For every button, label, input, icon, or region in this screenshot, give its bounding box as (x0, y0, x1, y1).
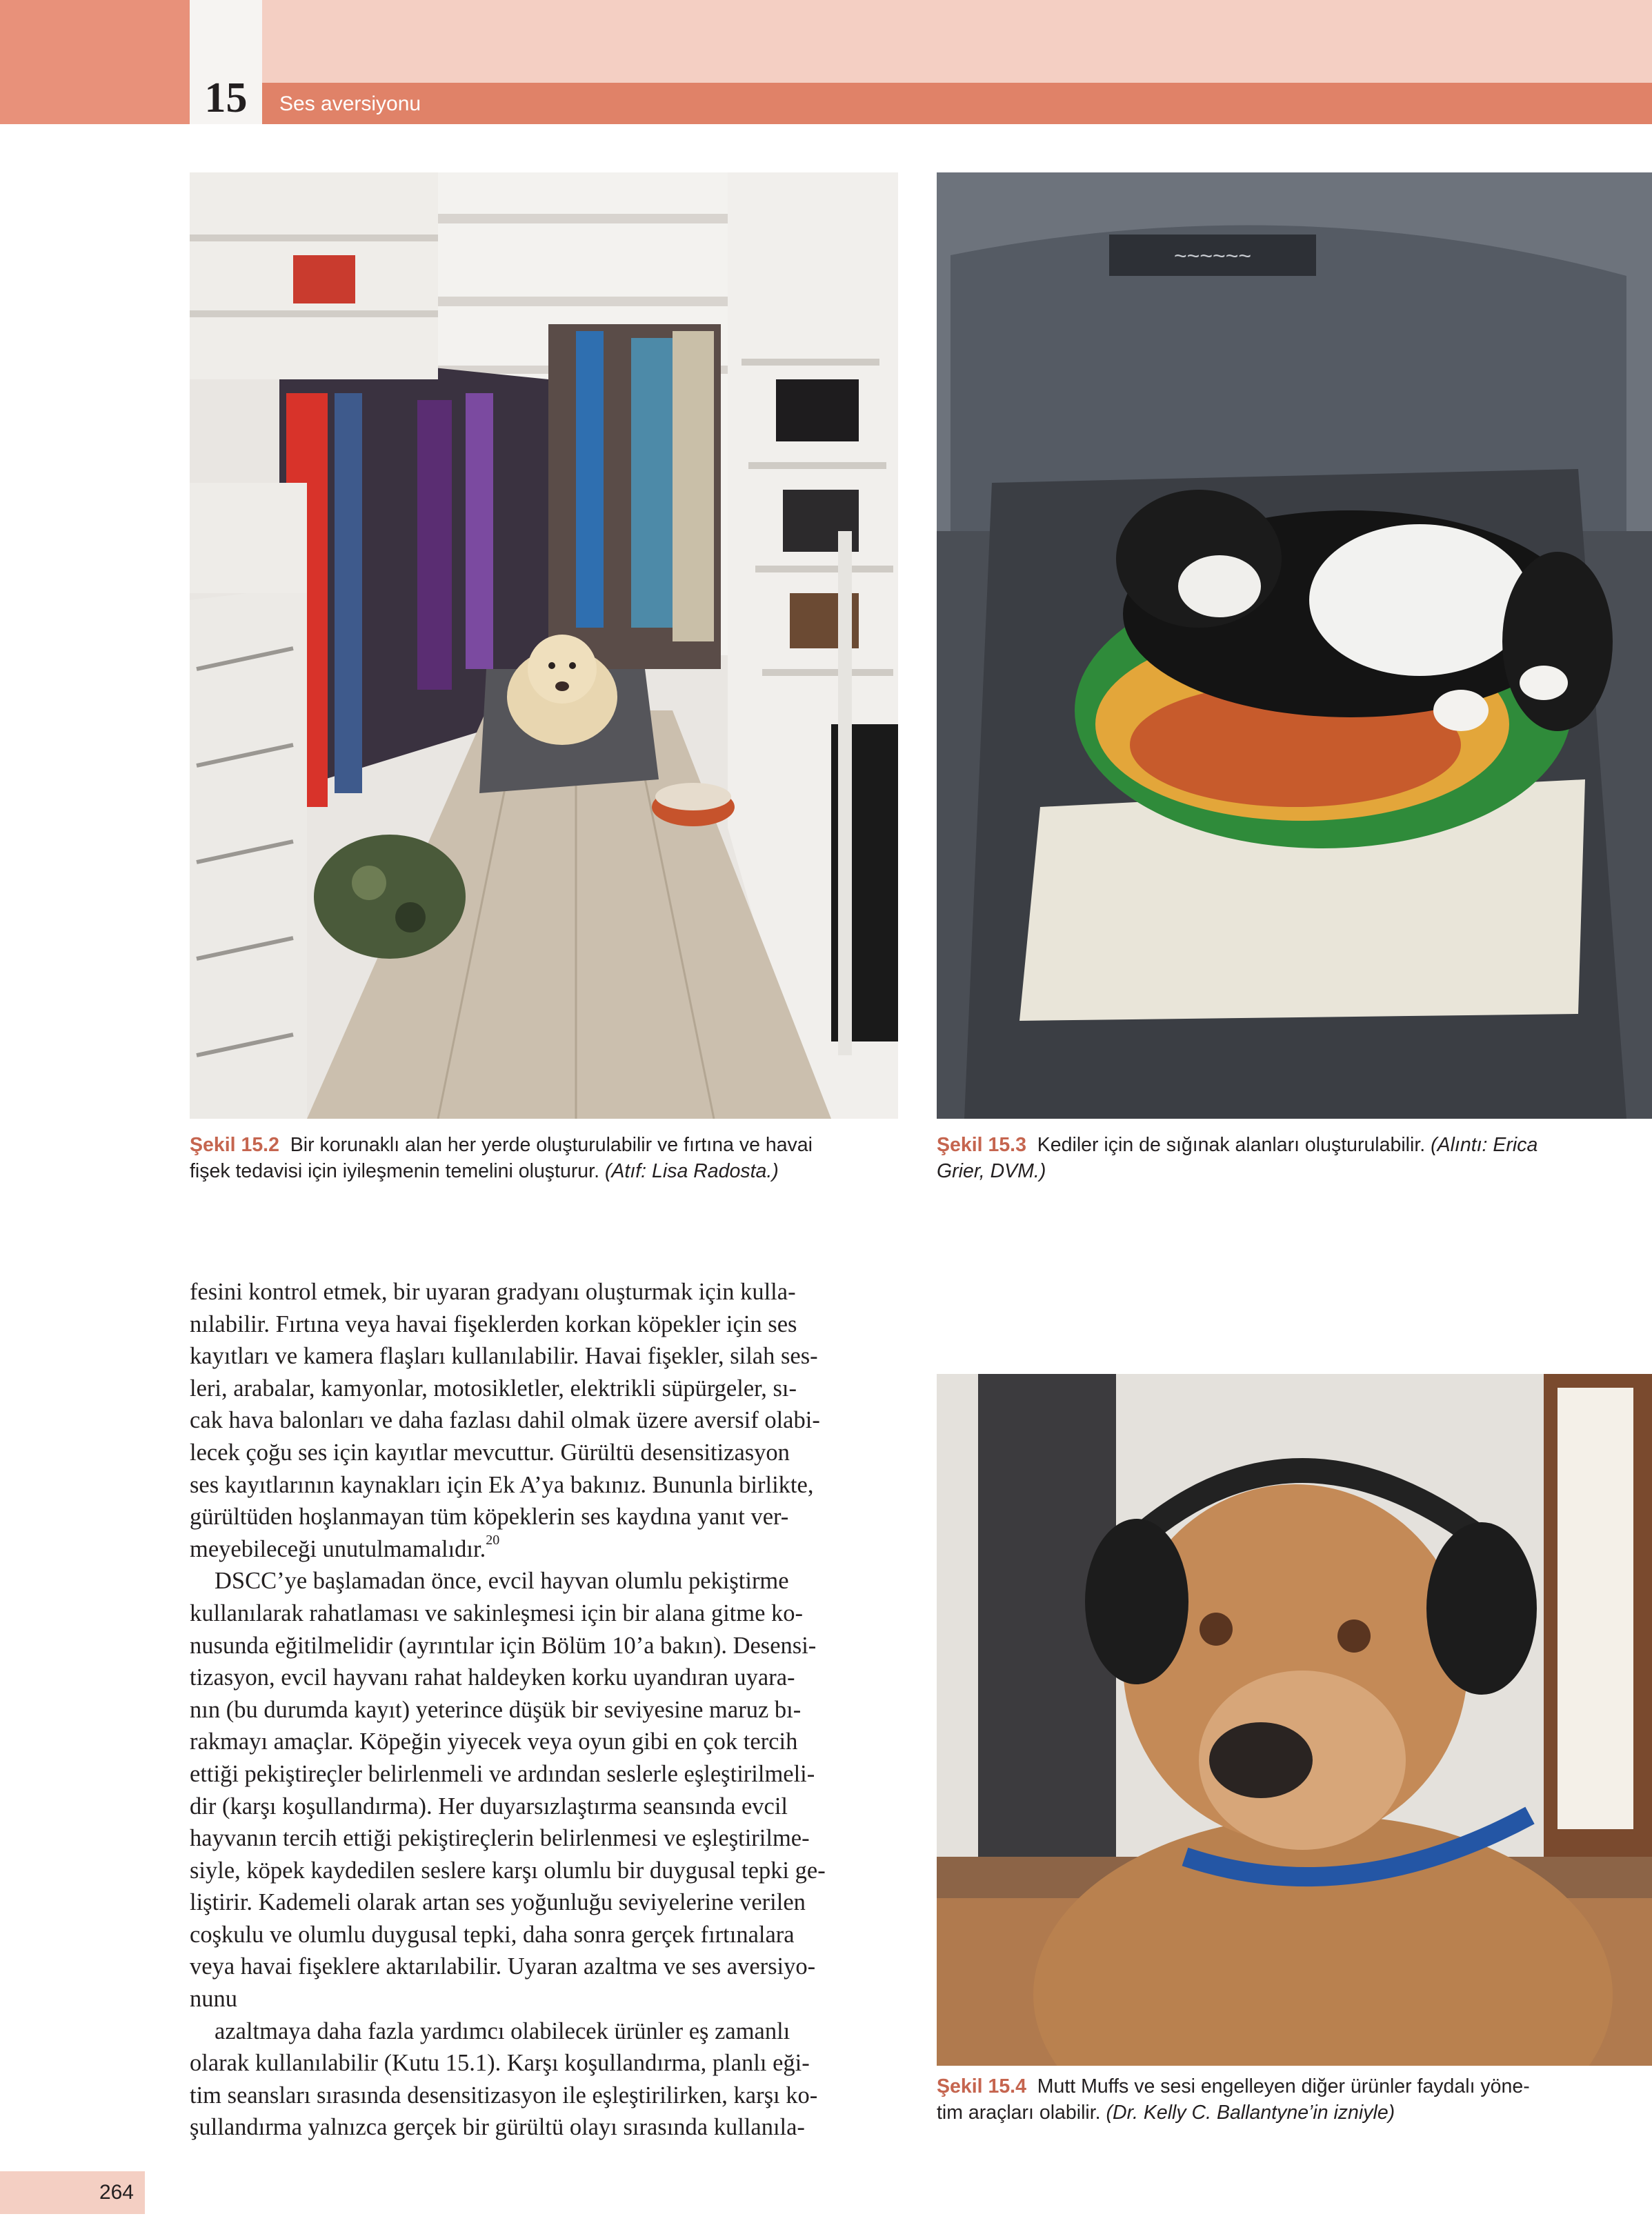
body-line: hayvanın tercih ettiği pekiştireçlerin belirlenmesi ve eşleştirilme- (190, 1825, 810, 1852)
figure-15-4-photo (937, 1374, 1652, 2066)
header-notch (190, 0, 262, 83)
svg-text:~~~~~~: ~~~~~~ (1173, 243, 1252, 268)
caption-credit: Grier, DVM.) (937, 1160, 1046, 1182)
figure-15-4-caption (937, 2073, 1652, 2126)
body-line: nusunda eğitilmelidir (ayrıntılar için Bölüm 10’a bakın). Desensi- (190, 1632, 817, 1659)
caption-text: Kediler için de sığınak alanları oluşturulabilir. (1037, 1134, 1426, 1156)
body-line: nın (bu durumda kayıt) yeterince düşük bir seviyesine maruz bı- (190, 1696, 802, 1723)
chapter-title: Ses aversiyonu (279, 92, 421, 115)
body-line: ses kayıtlarının kaynakları için Ek A’ya bakınız. Bununla birlikte, (190, 1471, 814, 1498)
figure-label: Şekil 15.3 (937, 1134, 1026, 1156)
caption-text: fişek tedavisi için iyileşmenin temelini oluşturur. (190, 1160, 599, 1182)
caption-credit: (Alıntı: Erica (1431, 1134, 1538, 1156)
body-line: nunu (190, 1986, 237, 2013)
figure-label: Şekil 15.2 (190, 1134, 279, 1156)
chapter-number: 15 (190, 72, 262, 124)
body-line: kayıtları ve kamera flaşları kullanılabilir. Havai fişekler, silah ses- (190, 1343, 818, 1370)
caption-credit: (Atıf: Lisa Radosta.) (604, 1160, 779, 1182)
body-line: liştirir. Kademeli olarak artan ses yoğunluğu seviyelerine verilen (190, 1889, 806, 1916)
body-line: lecek çoğu ses için kayıtlar mevcuttur. Gürültü desensitizasyon (190, 1439, 790, 1466)
body-line: leri, arabalar, kamyonlar, motosikletler, elektrikli süpürgeler, sı- (190, 1375, 797, 1402)
body-line: cak hava balonları ve daha fazlası dahil olmak üzere aversif olabi- (190, 1407, 820, 1434)
header-left-block (0, 0, 190, 124)
page-number: 264 (0, 2171, 145, 2214)
body-line: veya havai fişeklere aktarılabilir. Uyaran azaltma ve ses aversiyo- (190, 1953, 816, 1980)
caption-text: Mutt Muffs ve sesi engelleyen diğer ürünler faydalı yöne- (1037, 2075, 1530, 2097)
body-text (190, 1276, 899, 2144)
body-line-text: meyebileceği unutulmamalıdır. (190, 1535, 486, 1562)
figure-label: Şekil 15.4 (937, 2075, 1026, 2097)
body-line: tim seansları sırasında desensitizasyon ile eşleştirilirken, karşı ko- (190, 2082, 818, 2109)
body-line: ettiği pekiştireçler belirlenmeli ve ardından seslerle eşleştirilmeli- (190, 1760, 815, 1787)
body-line: DSCC’ye başlamadan önce, evcil hayvan olumlu pekiştirme (215, 1568, 789, 1595)
body-line: coşkulu ve olumlu duygusal tepki, daha sonra gerçek fırtınalara (190, 1921, 795, 1948)
body-line: fesini kontrol etmek, bir uyaran gradyanı oluşturmak için kulla- (190, 1279, 796, 1305)
caption-text: Bir korunaklı alan her yerde oluşturulabilir ve fırtına ve havai (290, 1134, 813, 1156)
caption-text: tim araçları olabilir. (937, 2102, 1101, 2124)
figure-15-2-caption (190, 1132, 900, 1184)
caption-credit: (Dr. Kelly C. Ballantyne’in izniyle) (1106, 2102, 1395, 2124)
body-line (190, 1533, 899, 1566)
figure-15-3-caption (937, 1132, 1652, 1184)
figure-15-3-photo (937, 172, 1652, 1119)
body-line: nılabilir. Fırtına veya havai fişeklerden korkan köpekler için ses (190, 1310, 797, 1337)
figure-15-2-photo (190, 172, 898, 1119)
chapter-title-bar (262, 83, 1652, 124)
body-line: olarak kullanılabilir (Kutu 15.1). Karşı koşullandırma, planlı eği- (190, 2050, 810, 2077)
body-line: rakmayı amaçlar. Köpeğin yiyecek veya oyun gibi en çok tercih (190, 1728, 798, 1755)
body-line: kullanılarak rahatlaması ve sakinleşmesi için bir alana gitme ko- (190, 1599, 804, 1626)
footnote-ref: 20 (486, 1532, 500, 1548)
body-line: şullandırma yalnızca gerçek bir gürültü olayı sırasında kullanıla- (190, 2114, 805, 2141)
body-line: gürültüden hoşlanmayan tüm köpeklerin ses kaydına yanıt ver- (190, 1504, 789, 1531)
body-line: siyle, köpek kaydedilen seslere karşı olumlu bir duygusal tepki ge- (190, 1857, 826, 1884)
body-line: dir (karşı koşullandırma). Her duyarsızlaştırma seansında evcil (190, 1793, 788, 1820)
body-line: tizasyon, evcil hayvanı rahat haldeyken korku uyandıran uyara- (190, 1664, 795, 1691)
body-line: azaltmaya daha fazla yardımcı olabilecek ürünler eş zamanlı (215, 2017, 790, 2044)
